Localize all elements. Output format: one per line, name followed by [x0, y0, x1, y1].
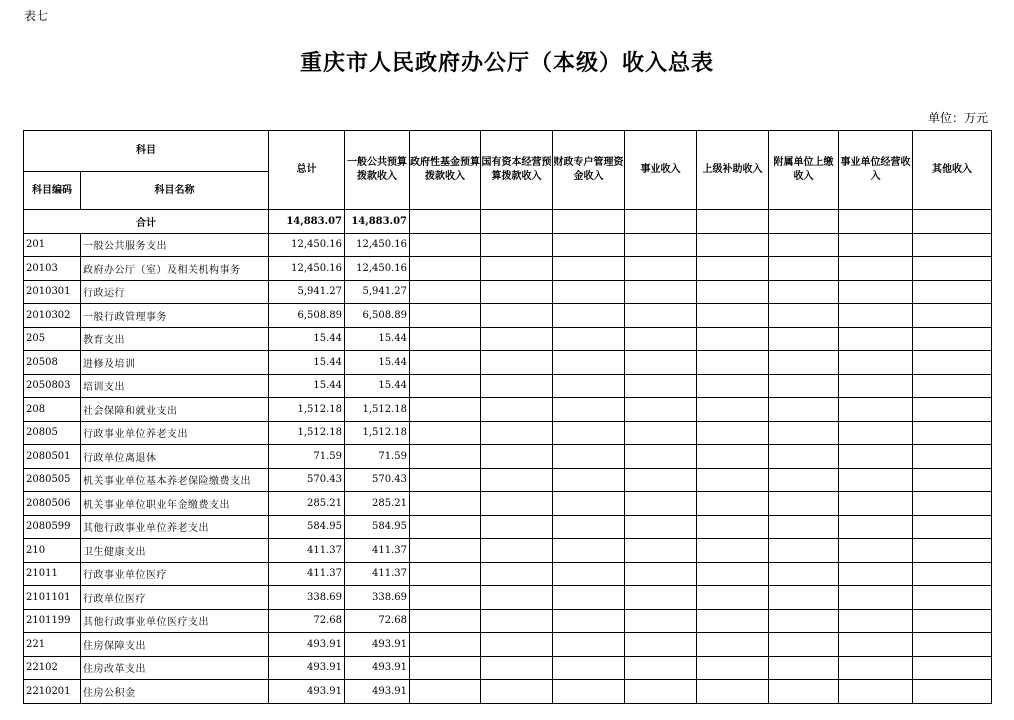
header-gov-fund: 政府性基金预算拨款收入: [410, 131, 481, 210]
table-row: [24, 633, 992, 657]
empty-cell: [697, 656, 769, 680]
empty-cell: [481, 421, 553, 445]
empty-cell: [697, 280, 769, 304]
empty-cell: [697, 609, 769, 633]
empty-cell: [553, 539, 625, 563]
row-code: 2210201: [24, 680, 81, 704]
empty-cell: [481, 586, 553, 610]
row-total: 15.44: [269, 327, 345, 351]
empty-cell: [697, 257, 769, 281]
row-name: 行政事业单位养老支出: [81, 421, 269, 445]
empty-cell: [913, 633, 992, 657]
row-total: 411.37: [269, 562, 345, 586]
empty-cell: [697, 398, 769, 422]
empty-cell: [839, 515, 913, 539]
table-row: [24, 233, 992, 257]
row-code: 201: [24, 233, 81, 257]
empty-cell: [481, 609, 553, 633]
row-general-budget: 285.21: [345, 492, 410, 516]
row-general-budget: 15.44: [345, 327, 410, 351]
empty-cell: [839, 680, 913, 704]
table-number-label: 表七: [24, 9, 49, 23]
row-general-budget: 12,450.16: [345, 233, 410, 257]
row-total: 15.44: [269, 351, 345, 375]
empty-cell: [839, 445, 913, 469]
empty-cell: [481, 257, 553, 281]
empty-cell: [625, 656, 697, 680]
empty-cell: [410, 492, 481, 516]
row-total: 71.59: [269, 445, 345, 469]
table-row: [24, 586, 992, 610]
header-business: 事业收入: [625, 131, 697, 210]
empty-cell: [410, 233, 481, 257]
row-total: 12,450.16: [269, 257, 345, 281]
row-general-budget: 570.43: [345, 468, 410, 492]
row-code: 22102: [24, 656, 81, 680]
empty-cell: [769, 445, 839, 469]
empty-cell: [697, 492, 769, 516]
row-name: 行政事业单位医疗: [81, 562, 269, 586]
empty-cell: [913, 421, 992, 445]
row-code: 210: [24, 539, 81, 563]
row-name: 机关事业单位基本养老保险缴费支出: [81, 468, 269, 492]
empty-cell: [410, 515, 481, 539]
empty-cell: [839, 468, 913, 492]
empty-cell: [625, 421, 697, 445]
row-code: 20508: [24, 351, 81, 375]
empty-cell: [913, 327, 992, 351]
empty-cell: [697, 586, 769, 610]
empty-cell: [913, 609, 992, 633]
empty-cell: [625, 351, 697, 375]
empty-cell: [913, 586, 992, 610]
row-total: 12,450.16: [269, 233, 345, 257]
header-operating: 事业单位经营收入: [839, 131, 913, 210]
empty-cell: [697, 633, 769, 657]
empty-cell: [625, 327, 697, 351]
row-general-budget: 15.44: [345, 351, 410, 375]
empty-cell: [697, 327, 769, 351]
empty-cell: [839, 586, 913, 610]
header-total: 总计: [269, 131, 345, 210]
empty-cell: [697, 562, 769, 586]
empty-cell: [553, 233, 625, 257]
empty-cell: [697, 304, 769, 328]
empty-cell: [769, 304, 839, 328]
row-total: 1,512.18: [269, 421, 345, 445]
row-name: 政府办公厅（室）及相关机构事务: [81, 257, 269, 281]
empty-cell: [913, 233, 992, 257]
empty-cell: [913, 680, 992, 704]
empty-cell: [481, 398, 553, 422]
empty-cell: [839, 421, 913, 445]
row-general-budget: 338.69: [345, 586, 410, 610]
empty-cell: [481, 539, 553, 563]
row-code: 2080501: [24, 445, 81, 469]
row-total: 338.69: [269, 586, 345, 610]
table-row: [24, 327, 992, 351]
total-label: 合计: [24, 210, 269, 234]
empty-cell: [839, 398, 913, 422]
row-name: 住房改革支出: [81, 656, 269, 680]
empty-cell: [913, 398, 992, 422]
empty-cell: [769, 515, 839, 539]
empty-cell: [913, 515, 992, 539]
empty-cell: [839, 374, 913, 398]
row-total: 15.44: [269, 374, 345, 398]
row-general-budget: 584.95: [345, 515, 410, 539]
row-general-budget: 71.59: [345, 445, 410, 469]
table-row: [24, 257, 992, 281]
row-general-budget: 493.91: [345, 680, 410, 704]
empty-cell: [410, 445, 481, 469]
empty-cell: [553, 609, 625, 633]
empty-cell: [913, 468, 992, 492]
table-row: [24, 539, 992, 563]
empty-cell: [839, 351, 913, 375]
header-state-capital: 国有资本经营预算拨款收入: [481, 131, 553, 210]
row-general-budget: 1,512.18: [345, 398, 410, 422]
row-name: 一般行政管理事务: [81, 304, 269, 328]
empty-cell: [553, 680, 625, 704]
empty-cell: [410, 680, 481, 704]
empty-cell: [481, 351, 553, 375]
income-table: [23, 130, 992, 704]
row-name: 进修及培训: [81, 351, 269, 375]
empty-cell: [913, 656, 992, 680]
empty-cell: [410, 421, 481, 445]
row-name: 机关事业单位职业年金缴费支出: [81, 492, 269, 516]
empty-cell: [769, 492, 839, 516]
empty-cell: [625, 515, 697, 539]
total-amount: 14,883.07: [269, 210, 345, 234]
empty-cell: [625, 280, 697, 304]
empty-cell: [410, 374, 481, 398]
empty-cell: [625, 539, 697, 563]
empty-cell: [481, 374, 553, 398]
row-general-budget: 493.91: [345, 633, 410, 657]
row-code: 2010301: [24, 280, 81, 304]
empty-cell: [553, 374, 625, 398]
header-code: 科目编码: [24, 172, 81, 210]
row-code: 2080505: [24, 468, 81, 492]
header-higher-subsidy: 上级补助收入: [697, 131, 769, 210]
empty-cell: [769, 633, 839, 657]
row-name: 教育支出: [81, 327, 269, 351]
total-general-budget: 14,883.07: [345, 210, 410, 234]
empty-cell: [769, 539, 839, 563]
empty-cell: [839, 492, 913, 516]
header-subject: 科目: [24, 131, 269, 172]
empty-cell: [769, 421, 839, 445]
row-general-budget: 5,941.27: [345, 280, 410, 304]
empty-cell: [769, 374, 839, 398]
table-row: [24, 351, 992, 375]
table-row: [24, 445, 992, 469]
empty-cell: [769, 562, 839, 586]
empty-cell: [553, 280, 625, 304]
row-code: 205: [24, 327, 81, 351]
row-general-budget: 72.68: [345, 609, 410, 633]
empty-cell: [481, 233, 553, 257]
row-total: 6,508.89: [269, 304, 345, 328]
header-general-budget: 一般公共预算拨款收入: [345, 131, 410, 210]
empty-cell: [481, 633, 553, 657]
empty-cell: [913, 257, 992, 281]
empty-cell: [553, 656, 625, 680]
empty-cell: [553, 515, 625, 539]
row-total: 72.68: [269, 609, 345, 633]
empty-cell: [553, 398, 625, 422]
page-title: 重庆市人民政府办公厅（本级）收入总表: [299, 51, 714, 76]
table-row: [24, 515, 992, 539]
empty-cell: [697, 374, 769, 398]
total-row: [24, 210, 992, 234]
row-name: 其他行政事业单位医疗支出: [81, 609, 269, 633]
empty-cell: [839, 539, 913, 563]
row-total: 570.43: [269, 468, 345, 492]
empty-cell: [410, 539, 481, 563]
header-fiscal-special: 财政专户管理资金收入: [553, 131, 625, 210]
table-row: [24, 398, 992, 422]
empty-cell: [625, 609, 697, 633]
table-row: [24, 680, 992, 704]
table-row: [24, 304, 992, 328]
empty-cell: [553, 586, 625, 610]
row-general-budget: 493.91: [345, 656, 410, 680]
row-total: 584.95: [269, 515, 345, 539]
empty-cell: [913, 445, 992, 469]
row-code: 2010302: [24, 304, 81, 328]
empty-cell: [769, 233, 839, 257]
empty-cell: [410, 633, 481, 657]
empty-cell: [697, 468, 769, 492]
empty-cell: [553, 468, 625, 492]
header-other: 其他收入: [913, 131, 992, 210]
row-name: 培训支出: [81, 374, 269, 398]
empty-cell: [481, 515, 553, 539]
empty-cell: [625, 562, 697, 586]
empty-cell: [481, 280, 553, 304]
empty-cell: [913, 374, 992, 398]
empty-cell: [913, 492, 992, 516]
table-row: [24, 656, 992, 680]
table-row: [24, 609, 992, 633]
empty-cell: [839, 633, 913, 657]
empty-cell: [697, 445, 769, 469]
empty-cell: [697, 351, 769, 375]
empty-cell: [839, 656, 913, 680]
empty-cell: [481, 562, 553, 586]
empty-cell: [481, 656, 553, 680]
row-total: 493.91: [269, 680, 345, 704]
empty-cell: [769, 656, 839, 680]
empty-cell: [697, 680, 769, 704]
empty-cell: [553, 633, 625, 657]
row-code: 221: [24, 633, 81, 657]
empty-cell: [913, 304, 992, 328]
empty-cell: [410, 304, 481, 328]
table-row: [24, 421, 992, 445]
empty-cell: [410, 257, 481, 281]
row-name: 行政单位离退休: [81, 445, 269, 469]
empty-cell: [410, 468, 481, 492]
empty-cell: [769, 257, 839, 281]
row-name: 行政单位医疗: [81, 586, 269, 610]
table-row: [24, 374, 992, 398]
empty-cell: [625, 233, 697, 257]
header-name: 科目名称: [81, 172, 269, 210]
empty-cell: [553, 327, 625, 351]
header-affiliated: 附属单位上缴收入: [769, 131, 839, 210]
table-row: [24, 492, 992, 516]
empty-cell: [913, 351, 992, 375]
row-code: 20805: [24, 421, 81, 445]
empty-cell: [839, 280, 913, 304]
empty-cell: [625, 257, 697, 281]
row-code: 2080506: [24, 492, 81, 516]
empty-cell: [697, 515, 769, 539]
empty-cell: [410, 398, 481, 422]
empty-cell: [481, 492, 553, 516]
empty-cell: [410, 327, 481, 351]
row-general-budget: 1,512.18: [345, 421, 410, 445]
row-name: 卫生健康支出: [81, 539, 269, 563]
empty-cell: [697, 233, 769, 257]
empty-cell: [625, 468, 697, 492]
row-total: 493.91: [269, 633, 345, 657]
unit-label: 单位：万元: [927, 111, 988, 125]
empty-cell: [481, 680, 553, 704]
empty-cell: [553, 445, 625, 469]
empty-cell: [769, 327, 839, 351]
row-general-budget: 411.37: [345, 539, 410, 563]
row-total: 1,512.18: [269, 398, 345, 422]
row-code: 2101199: [24, 609, 81, 633]
row-code: 2050803: [24, 374, 81, 398]
row-name: 其他行政事业单位养老支出: [81, 515, 269, 539]
empty-cell: [913, 539, 992, 563]
row-general-budget: 6,508.89: [345, 304, 410, 328]
table-row: [24, 562, 992, 586]
empty-cell: [769, 398, 839, 422]
empty-cell: [625, 374, 697, 398]
empty-cell: [625, 680, 697, 704]
row-general-budget: 411.37: [345, 562, 410, 586]
empty-cell: [839, 304, 913, 328]
row-code: 20103: [24, 257, 81, 281]
empty-cell: [839, 233, 913, 257]
empty-cell: [769, 468, 839, 492]
empty-cell: [481, 445, 553, 469]
empty-cell: [839, 327, 913, 351]
row-total: 5,941.27: [269, 280, 345, 304]
empty-cell: [769, 280, 839, 304]
empty-cell: [769, 351, 839, 375]
empty-cell: [410, 562, 481, 586]
empty-cell: [625, 633, 697, 657]
row-name: 社会保障和就业支出: [81, 398, 269, 422]
empty-cell: [481, 327, 553, 351]
empty-cell: [410, 609, 481, 633]
empty-cell: [553, 304, 625, 328]
row-total: 285.21: [269, 492, 345, 516]
empty-cell: [625, 492, 697, 516]
empty-cell: [769, 586, 839, 610]
empty-cell: [769, 680, 839, 704]
row-total: 493.91: [269, 656, 345, 680]
row-code: 21011: [24, 562, 81, 586]
empty-cell: [697, 539, 769, 563]
empty-cell: [410, 656, 481, 680]
empty-cell: [481, 304, 553, 328]
empty-cell: [913, 562, 992, 586]
empty-cell: [839, 609, 913, 633]
row-general-budget: 12,450.16: [345, 257, 410, 281]
empty-cell: [625, 304, 697, 328]
row-code: 2101101: [24, 586, 81, 610]
empty-cell: [553, 421, 625, 445]
empty-cell: [839, 562, 913, 586]
row-general-budget: 15.44: [345, 374, 410, 398]
empty-cell: [410, 351, 481, 375]
table-row: [24, 468, 992, 492]
empty-cell: [553, 492, 625, 516]
empty-cell: [625, 586, 697, 610]
empty-cell: [839, 257, 913, 281]
empty-cell: [913, 280, 992, 304]
empty-cell: [697, 421, 769, 445]
empty-cell: [410, 280, 481, 304]
row-name: 一般公共服务支出: [81, 233, 269, 257]
row-name: 住房保障支出: [81, 633, 269, 657]
empty-cell: [769, 609, 839, 633]
table-row: [24, 280, 992, 304]
row-code: 208: [24, 398, 81, 422]
empty-cell: [410, 586, 481, 610]
empty-cell: [625, 398, 697, 422]
row-name: 行政运行: [81, 280, 269, 304]
row-name: 住房公积金: [81, 680, 269, 704]
empty-cell: [553, 562, 625, 586]
row-code: 2080599: [24, 515, 81, 539]
empty-cell: [553, 257, 625, 281]
empty-cell: [481, 468, 553, 492]
empty-cell: [625, 445, 697, 469]
row-total: 411.37: [269, 539, 345, 563]
empty-cell: [553, 351, 625, 375]
